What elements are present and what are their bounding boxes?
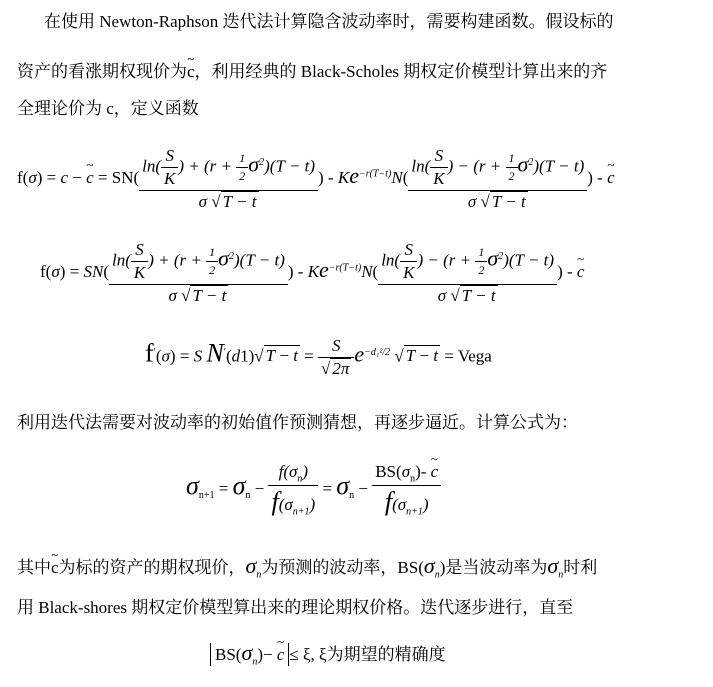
condition: ≤ ξ, ξ [289, 645, 327, 664]
equation-3: f′(σ) = S N′(d1)√ T − t = $\frac{S}{√ 2\pi}$ $e^{-d_1^2/2}$ √ T − t = Vega [145, 336, 492, 378]
equation-2: f(σ) = SN( ln( $\frac{S}{K}$ ) + (r + $\frac{1}{2}$ $\sigma^2)(T - t)$ σ √ T − t ) - $Ke^{-r(T-t)}N$( ln( $\frac{S}{K}$ ) − (r + $\frac{1}{2}$ $\sigma^2)(T - t)$ σ √ T − t ) - ~ c [40, 240, 584, 306]
para1-line3: 全理论价为 c，定义函数 [17, 99, 199, 118]
para1-line1: 在使用 Newton-Raphson 迭代法计算隐含波动率时，需要构建函数。假设标的 [44, 12, 614, 31]
equation-4: $\sigma_{n+1} = \sigma_n$ − $\frac{f(\sigma_n)}{f(\sigma_{n+1})}$ = $\sigma_n$ − $\frac{BS(\sigma_n)- \sim c}{f(\sigma_{n+1})}$ [186, 462, 441, 518]
para4-tail: 为期望的精确度 [326, 645, 446, 664]
eq1-fraction-1: ln( $\frac{S}{K}$ ) + (r + $\frac{1}{2}$ $\sigma^2)(T - t)$ σ √ T − t [139, 146, 318, 212]
c-tilde: ~ c [187, 62, 195, 82]
para1-line2-b: ，利用经典的 Black-Scholes 期权定价模型计算出来的齐 [194, 62, 608, 81]
vega-label: = Vega [444, 346, 492, 366]
para3-line2: 用 Black-shores 期权定价模型算出来的理论期权价格。迭代逐步进行，直至 [17, 598, 574, 617]
equation-1: f(σ) = c − ~ c = SN( ln( $\frac{S}{K}$ ) + (r + $\frac{1}{2}$ $\sigma^2)(T - t)$ σ √ T − t ) - $Ke^{-r(T-t)}N$( ln( $\frac{S}{K}$ ) − (r + $\frac{1}{2}$ $\sigma^2)(T - t)$ σ √ T − t ) - ~ c [17, 146, 615, 212]
eq1-exponent: −r(T−t) [358, 168, 392, 180]
equation-5: $BS(\sigma_n)-$ ~ c ≤ ξ, ξ为期望的精确度 [210, 640, 446, 667]
para1-line2-a: 资产的看涨期权现价为 [17, 62, 187, 81]
eq1-fraction-2: ln( $\frac{S}{K}$ ) − (r + $\frac{1}{2}$ $\sigma^2)(T - t)$ σ √ T − t [408, 146, 587, 212]
para1-line2 [17, 57, 607, 82]
eq2-fraction-2: ln( $\frac{S}{K}$ ) − (r + $\frac{1}{2}$ $\sigma^2)(T - t)$ σ √ T − t [378, 240, 557, 306]
para2-line1: 利用迭代法需要对波动率的初始值作预测猜想，再逐步逼近。计算公式为： [17, 413, 578, 432]
eq4-fraction-2: $\frac{BS(\sigma_n)- \sim c}{f(\sigma_{n+1})}$ [372, 462, 441, 518]
eq2-fraction-1: ln( $\frac{S}{K}$ ) + (r + $\frac{1}{2}$ $\sigma^2)(T - t)$ σ √ T − t [109, 240, 288, 306]
para3-line1: 其中~ c为标的资产的期权现价，$\sigma_n$为预测的波动率，$BS(\sigma_n)$是当波动率为$\sigma_n$时利 [17, 553, 597, 580]
eq4-fraction-1: $\frac{f(\sigma_n)}{f(\sigma_{n+1})}$ [268, 462, 318, 518]
